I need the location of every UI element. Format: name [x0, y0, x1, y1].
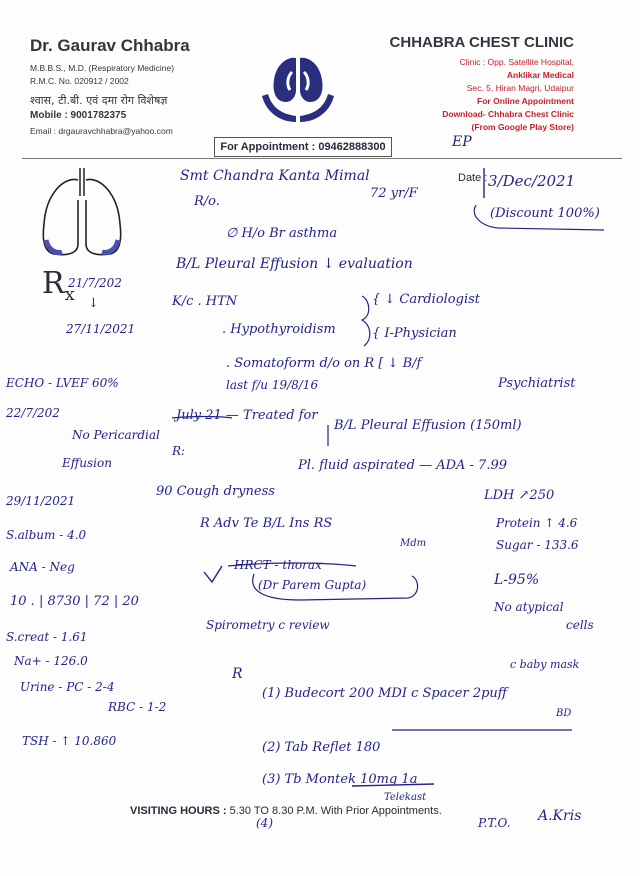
hw-dr-parem: (Dr Parem Gupta) — [258, 578, 367, 592]
hw-baby-mask: c baby mask — [510, 658, 580, 671]
clinic-name: CHHABRA CHEST CLINIC — [389, 34, 574, 51]
hw-telekast: Telekast — [384, 792, 427, 803]
hw-effusion: Effusion — [62, 456, 112, 470]
hw-history: ∅ H/o Br asthma — [226, 226, 338, 241]
clinic-address-line: Sec. 5, Hiran Magri, Udaipur — [466, 83, 574, 93]
hw-ldh: LDH ↗250 — [484, 488, 555, 503]
hw-s-creat: S.creat - 1.61 — [6, 630, 88, 644]
hw-l95: L-95% — [494, 572, 540, 588]
hw-ana: ANA - Neg — [10, 560, 75, 574]
hw-last-fu: last f/u 19/8/16 — [226, 378, 319, 392]
hw-cbc: 10 . | 8730 | 72 | 20 — [10, 594, 139, 609]
hw-diagnosis: B/L Pleural Effusion ↓ evaluation — [176, 256, 413, 272]
hw-ro: R/o. — [194, 194, 220, 209]
hw-rbc: RBC - 1-2 — [108, 700, 167, 714]
hw-physician: { I-Physician — [372, 326, 457, 341]
hw-advice-2: Mdm — [400, 538, 427, 549]
hw-rx-2: R: — [172, 444, 186, 458]
visiting-hours: VISITING HOURS : 5.30 TO 8.30 P.M. With Prior Appointments. — [130, 805, 442, 817]
hw-cardio: { ↓ Cardiologist — [372, 292, 481, 307]
hw-patient-name: Smt Chandra Kanta Mimal — [180, 168, 370, 184]
hw-psychiatrist: Psychiatrist — [498, 376, 576, 391]
hw-item-4: (4) — [256, 816, 273, 830]
doctor-email: Email : drgauravchhabra@yahoo.com — [30, 126, 173, 136]
hw-med-1-bd: BD — [556, 708, 572, 719]
hw-discount: (Discount 100%) — [490, 206, 600, 221]
date-label: Date : — [458, 172, 488, 184]
hw-spirometry: Spirometry c review — [206, 618, 330, 632]
hw-echo: ECHO - LVEF 60% — [6, 376, 119, 390]
hw-protein: Protein ↑ 4.6 — [496, 516, 578, 530]
clinic-address-line: Clinic : Opp. Satellite Hospital, — [459, 57, 574, 67]
hw-med-2: (2) Tab Reflet 180 — [262, 740, 381, 755]
clinic-address-line: Download- Chhabra Chest Clinic — [442, 109, 574, 119]
hw-med-3: (3) Tb Montek 10mg 1a — [262, 772, 418, 787]
hw-somatoform: . Somatoform d/o on R [ ↓ B/f — [226, 356, 422, 371]
hw-sodium: Na+ - 126.0 — [14, 654, 88, 668]
hw-no-atypical: No atypical — [494, 600, 564, 614]
hw-urine: Urine - PC - 2-4 — [20, 680, 115, 694]
clinic-address-line: (From Google Play Store) — [471, 122, 574, 132]
hw-pl-fluid: Pl. fluid aspirated — ADA - 7.99 — [298, 458, 507, 473]
clinic-address-line: For Online Appointment — [477, 96, 574, 106]
hw-tsh: TSH - ↑ 10.860 — [22, 734, 117, 748]
hw-rx-3: R — [232, 666, 243, 682]
doctor-mobile: Mobile : 9001782375 — [30, 110, 127, 121]
hw-hrct: HRCT - thorax — [234, 558, 322, 572]
doctor-qualifications: M.B.B.S., M.D. (Respiratory Medicine) — [30, 63, 175, 73]
hw-echo-date: 22/7/202 — [6, 406, 60, 420]
hw-july-treated: July 21 — Treated for — [176, 408, 318, 423]
doctor-rmc-number: R.M.C. No. 020912 / 2002 — [30, 76, 129, 86]
hw-s-album: S.album - 4.0 — [6, 528, 87, 542]
hw-advice: R Adv Te B/L Ins RS — [200, 516, 333, 531]
hw-cough: 90 Cough dryness — [156, 484, 275, 499]
appointment-box: For Appointment : 09462888300 — [214, 137, 392, 157]
hw-kc: K/c . HTN — [172, 294, 238, 309]
doctor-specialty-hindi: श्वास, टी.बी. एवं दमा रोग विशेषज्ञ — [30, 94, 168, 107]
hw-pto: P.T.O. — [478, 816, 511, 830]
hw-no-pericardial: No Pericardial — [72, 428, 160, 442]
hw-date-left-2: 27/11/2021 — [66, 322, 136, 336]
doctor-name: Dr. Gaurav Chhabra — [30, 36, 190, 55]
hw-med-1: (1) Budecort 200 MDI c Spacer 2puff — [262, 686, 508, 701]
hw-age-sex: 72 yr/F — [370, 186, 418, 201]
rx-symbol: $R_x$ — [42, 266, 75, 305]
hw-arrow-down: ↓ — [88, 296, 99, 311]
hw-ep: EP — [452, 134, 472, 150]
hw-july-effusion: B/L Pleural Effusion (150ml) — [334, 418, 522, 433]
hw-sugar: Sugar - 133.6 — [496, 538, 579, 552]
hw-signature: A.Kris — [538, 808, 582, 824]
hw-date-3: 29/11/2021 — [6, 494, 76, 508]
clinic-address-line: Anklikar Medical — [506, 70, 574, 80]
hw-date-left-1: 21/7/202 — [68, 276, 122, 290]
hw-date: 3/Dec/2021 — [488, 172, 576, 190]
hw-hypothyroid: . Hypothyroidism — [222, 322, 336, 337]
hw-cells: cells — [566, 618, 594, 632]
